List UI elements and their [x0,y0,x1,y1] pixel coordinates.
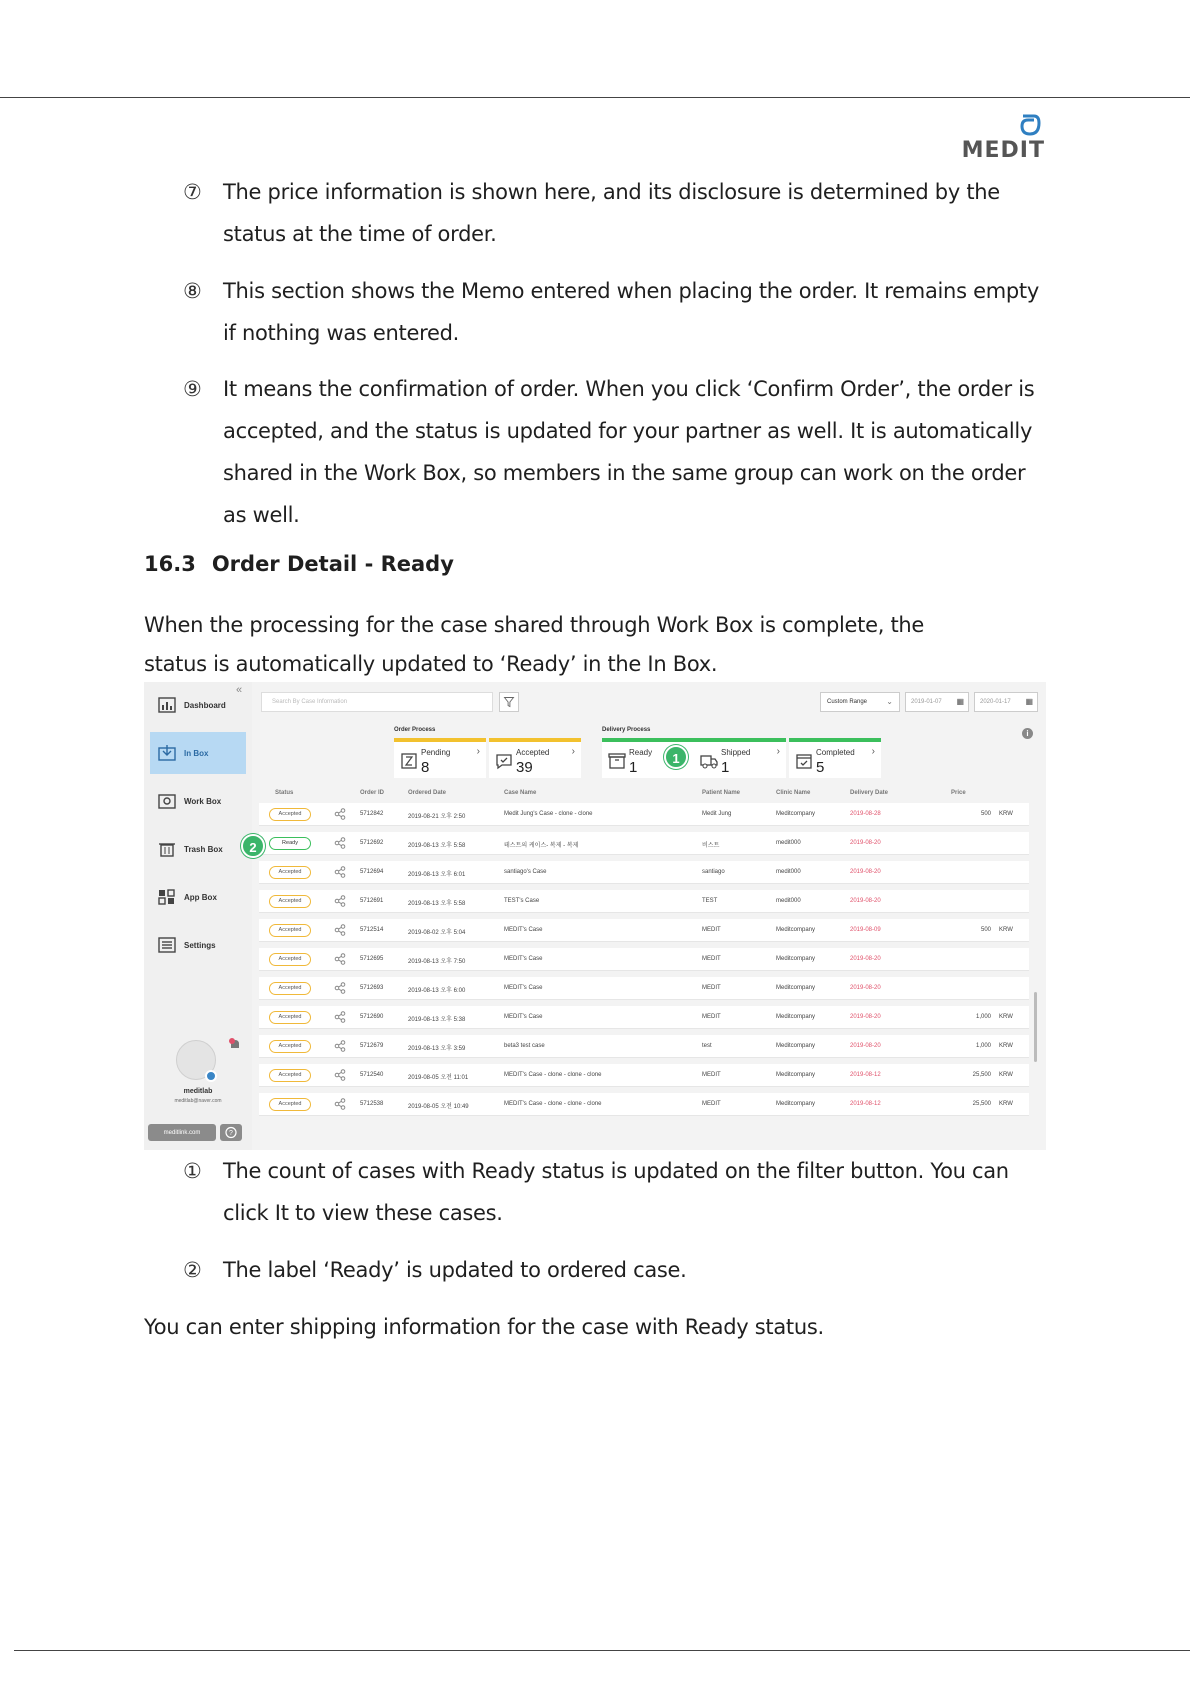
ready-label: Ready [629,748,653,757]
chevron-right-icon: › [571,746,575,757]
status-badge: Accepted [269,1098,311,1111]
date-to-value: 2020-01-17 [980,699,1011,705]
trash-icon [158,841,176,857]
status-badge: Accepted [269,953,311,966]
share-icon[interactable] [334,895,346,907]
table-row[interactable] [259,1035,1029,1058]
ready-count: 1 [629,759,638,776]
cell-currency: KRW [999,1043,1013,1049]
cell-case: MEDIT's Case [504,956,543,962]
cell-id: 5712842 [360,811,384,817]
cell-date: 2019-08-13 오후 3:59 [408,1046,466,1052]
item-9-text: It means the confirmation of order. When you click ‘Confirm Order’, the order is accepted, and the status is updated for your partner as well. It is automatically shared in the Work Box, so members in the same group can work on the order as well. [223,377,1035,527]
cell-case: 테스트의 케이스- 복제 - 복제 [504,843,579,849]
status-badge: Accepted [269,1011,311,1024]
cell-case: MEDIT's Case - clone - clone - clone [504,1072,602,1078]
cell-date: 2019-08-02 오후 5:04 [408,930,466,936]
item-8-text: This section shows the Memo entered when placing the order. It remains empty if nothing was entered. [223,279,1039,345]
nav-settings-label: Settings [184,940,216,950]
status-badge: Accepted [269,982,311,995]
nav-app-box-label: App Box [184,892,217,902]
status-badge: Ready [269,837,311,850]
nav-dashboard[interactable] [150,684,246,726]
cell-delivery: 2019-08-09 [850,927,881,933]
cell-date: 2019-08-05 오전 10:49 [408,1104,469,1110]
filter-completed[interactable] [789,738,881,778]
section-number: 16.3 [144,552,196,576]
share-icon[interactable] [334,866,346,878]
notification-bell-icon[interactable] [228,1038,242,1052]
inbox-screenshot [144,682,1046,1150]
user-name: meditlab [183,1088,213,1095]
cell-case: MEDIT's Case [504,985,543,991]
share-icon[interactable] [334,1040,346,1052]
cell-delivery: 2019-08-20 [850,1014,881,1020]
cell-price: 500 [980,927,991,933]
nav-settings[interactable] [150,924,246,966]
intro-paragraph: When the processing for the case shared through Work Box is complete, the status is automatically updated to ‘Ready’ in the In Box. [144,613,925,676]
status-badge: Accepted [269,924,311,937]
table-row[interactable] [259,861,1029,884]
delivery-process-label: Delivery Process [602,727,651,733]
section-title: Order Detail - Ready [211,552,454,576]
column-patient-name: Patient Name [702,790,741,796]
note-2-text: The label ‘Ready’ is updated to ordered case. [223,1258,687,1282]
item-7-number: ⑦ [183,180,202,204]
truck-icon [700,752,718,770]
cell-clinic: medit000 [776,898,801,904]
nav-trash-box[interactable] [150,828,246,870]
footer-rule [14,1650,1190,1651]
workbox-icon [158,793,176,809]
meditlink-site-button[interactable]: meditlink.com [148,1124,216,1141]
cell-delivery: 2019-08-12 [850,1101,881,1107]
cell-delivery: 2019-08-20 [850,956,881,962]
accepted-count: 39 [516,759,533,776]
table-header [259,786,1034,802]
cell-clinic: medit000 [776,840,801,846]
nav-trash-box-label: Trash Box [184,844,223,854]
table-row[interactable] [259,832,1029,855]
cell-date: 2019-08-13 오후 5:58 [408,901,466,907]
date-to-input[interactable] [974,692,1038,712]
column-status: Status [275,790,294,796]
cell-date: 2019-08-13 오후 6:01 [408,872,466,878]
share-icon[interactable] [334,953,346,965]
share-icon[interactable] [334,837,346,849]
cell-date: 2019-08-13 오후 6:00 [408,988,466,994]
help-button[interactable] [220,1124,242,1141]
cell-currency: KRW [999,1014,1013,1020]
completed-label: Completed [816,748,855,757]
completed-count: 5 [816,759,825,776]
status-badge: Accepted [269,1069,311,1082]
cell-price: 1,000 [975,1014,991,1020]
nav-dashboard-label: Dashboard [184,700,226,710]
cell-price: 25,500 [972,1072,991,1078]
info-icon[interactable]: i [1022,728,1033,739]
cell-date: 2019-08-13 오후 5:38 [408,1017,466,1023]
order-process-label: Order Process [394,727,436,733]
avatar-gear-icon[interactable] [205,1070,217,1082]
share-icon[interactable] [334,982,346,994]
table-row[interactable] [259,1093,1029,1116]
cell-clinic: medit000 [776,869,801,875]
note-2-number: ② [183,1258,202,1282]
column-ordered-date: Ordered Date [408,790,447,796]
filter-accepted[interactable] [489,738,581,778]
column-case-name: Case Name [504,790,537,796]
filter-button[interactable] [499,692,519,712]
cell-delivery: 2019-08-20 [850,869,881,875]
accepted-label: Accepted [516,748,550,757]
cell-id: 5712694 [360,869,384,875]
cell-case: Medit Jung's Case - clone - clone [504,811,593,817]
note-1-number: ① [183,1159,202,1183]
date-from-value: 2019-01-07 [911,699,942,705]
column-delivery-date: Delivery Date [850,790,889,796]
note-1-text: The count of cases with Ready status is updated on the filter button. You can click It to view these cases. [223,1159,1009,1225]
cell-price: 500 [980,811,991,817]
sidebar [144,682,252,1150]
item-9-number: ⑨ [183,377,202,401]
table-scrollbar[interactable] [1034,992,1037,1062]
table-row[interactable] [259,919,1029,942]
chevron-down-icon: ⌄ [886,697,893,706]
cell-patient: test [702,1043,712,1049]
cell-delivery: 2019-08-28 [850,811,881,817]
calendar-icon: ▦ [956,697,964,706]
status-badge: Accepted [269,895,311,908]
cell-patient: MEDIT [702,956,721,962]
status-badge: Accepted [269,808,311,821]
search-input[interactable]: Search By Case Information [261,692,493,712]
user-email: meditlab@naver.com [174,1098,222,1104]
cell-id: 5712540 [360,1072,384,1078]
cell-clinic: Meditcompany [776,811,816,817]
ready-box-icon [608,752,626,770]
accepted-icon [495,752,513,770]
cell-id: 5712514 [360,927,384,933]
cell-delivery: 2019-08-12 [850,1072,881,1078]
closing-paragraph: You can enter shipping information for the case with Ready status. [144,1315,824,1339]
status-badge: Accepted [269,1040,311,1053]
cell-case: beta3 test case [504,1043,545,1049]
column-clinic-name: Clinic Name [776,790,811,796]
cell-patient: santiago [702,869,725,875]
pending-count: 8 [421,759,430,776]
dashboard-icon [158,697,176,713]
column-price: Price [951,790,966,796]
table-row[interactable] [259,948,1029,971]
header-rule [0,97,1190,98]
filter-pending[interactable] [394,738,486,778]
cell-patient: MEDIT [702,985,721,991]
pending-label: Pending [421,748,451,757]
cell-id: 5712695 [360,956,384,962]
callout-1: 1 [664,745,688,769]
cell-currency: KRW [999,927,1013,933]
share-icon[interactable] [334,1098,346,1110]
cell-patient: MEDIT [702,927,721,933]
cell-clinic: Meditcompany [776,985,816,991]
cell-currency: KRW [999,1101,1013,1107]
medit-logo [961,110,1045,164]
cell-price: 1,000 [975,1043,991,1049]
date-range-value: Custom Range [827,699,868,705]
share-icon[interactable] [334,1011,346,1023]
calendar-check-icon [795,752,813,770]
shipped-label: Shipped [721,748,751,757]
cell-currency: KRW [999,1072,1013,1078]
collapse-sidebar-icon[interactable]: « [236,684,243,696]
cell-id: 5712691 [360,898,384,904]
medit-logo-text: MEDIT [961,138,1045,163]
pending-icon [400,752,418,770]
section-heading [144,552,454,576]
appbox-icon [158,889,176,905]
cell-id: 5712692 [360,840,384,846]
cell-case: MEDIT's Case - clone - clone - clone [504,1101,602,1107]
nav-in-box[interactable] [150,732,246,774]
settings-icon [158,937,176,953]
cell-date: 2019-08-13 오후 7:50 [408,959,466,965]
filter-icon [500,693,518,711]
filter-shipped[interactable] [694,738,786,778]
cell-clinic: Meditcompany [776,1072,816,1078]
table-row[interactable] [259,1064,1029,1087]
inbox-icon [158,745,176,761]
cell-delivery: 2019-08-20 [850,1043,881,1049]
item-8-number: ⑧ [183,279,202,303]
shipped-count: 1 [721,759,730,776]
cell-currency: KRW [999,811,1013,817]
cell-patient: Medit Jung [702,811,732,817]
status-badge: Accepted [269,866,311,879]
cell-patient: 비스트 [702,843,720,849]
nav-work-box-label: Work Box [184,796,222,806]
cell-id: 5712538 [360,1101,384,1107]
cell-id: 5712693 [360,985,384,991]
cell-price: 25,500 [972,1101,991,1107]
cell-clinic: Meditcompany [776,1043,816,1049]
cell-patient: MEDIT [702,1072,721,1078]
chevron-right-icon: › [776,746,780,757]
calendar-icon: ▦ [1025,697,1033,706]
cell-date: 2019-08-05 오전 11:01 [408,1075,469,1081]
table-row[interactable] [259,890,1029,913]
share-icon[interactable] [334,808,346,820]
chevron-right-icon: › [476,746,480,757]
column-order-id: Order ID [360,790,385,796]
cell-date: 2019-08-13 오후 5:58 [408,843,466,849]
cell-case: MEDIT's Case [504,927,543,933]
cell-id: 5712679 [360,1043,384,1049]
cell-delivery: 2019-08-20 [850,985,881,991]
table-row[interactable] [259,803,1029,826]
cell-delivery: 2019-08-20 [850,898,881,904]
cell-clinic: Meditcompany [776,956,816,962]
cell-clinic: Meditcompany [776,1101,816,1107]
item-7-text: The price information is shown here, and its disclosure is determined by the status at the time of order. [223,180,1000,246]
cell-delivery: 2019-08-20 [850,840,881,846]
nav-app-box[interactable] [150,876,246,918]
cell-case: santiago's Case [504,869,547,875]
date-range-select[interactable] [820,692,900,712]
cell-patient: TEST [702,898,718,904]
share-icon[interactable] [334,1069,346,1081]
medit-logo-icon [1019,112,1041,136]
callout-2: 2 [241,834,265,858]
table-row[interactable] [259,1006,1029,1029]
cell-id: 5712690 [360,1014,384,1020]
table-row[interactable] [259,977,1029,1000]
cell-clinic: Meditcompany [776,927,816,933]
cell-date: 2019-08-21 오후 2:50 [408,814,466,820]
share-icon[interactable] [334,924,346,936]
svg-text:?: ? [229,1130,233,1137]
cell-case: TEST's Case [504,898,540,904]
help-icon [220,1124,242,1141]
cell-clinic: Meditcompany [776,1014,816,1020]
date-from-input[interactable] [905,692,969,712]
chevron-right-icon: › [871,746,875,757]
cell-case: MEDIT's Case [504,1014,543,1020]
cell-patient: MEDIT [702,1101,721,1107]
nav-in-box-label: In Box [184,748,209,758]
nav-work-box[interactable] [150,780,246,822]
cell-patient: MEDIT [702,1014,721,1020]
